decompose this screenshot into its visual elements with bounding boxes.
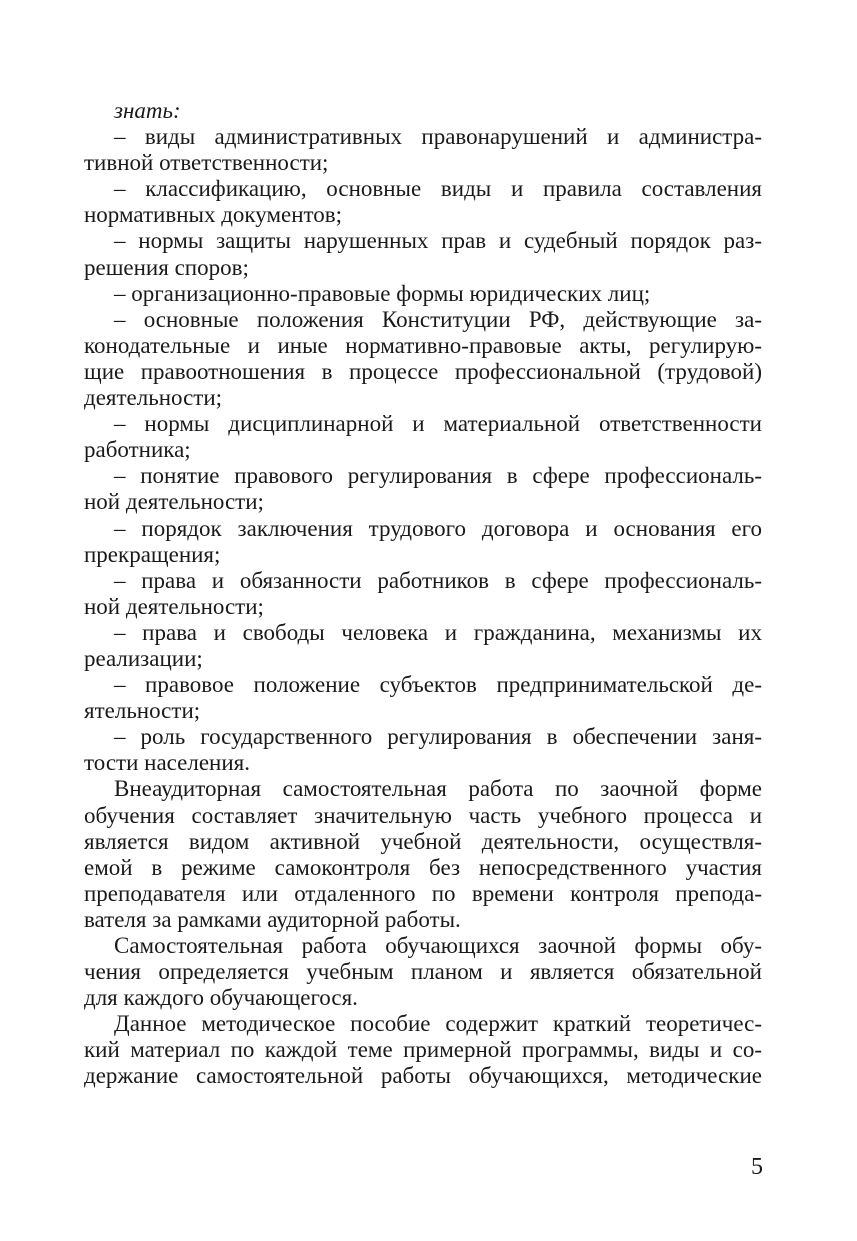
text-line: – классификацию, основные виды и правила составления bbox=[114, 176, 762, 202]
text-line: прекращения; bbox=[84, 541, 221, 567]
list-item bbox=[84, 176, 762, 228]
page-number: 5 bbox=[751, 1154, 763, 1180]
body-paragraph bbox=[84, 776, 762, 933]
text-line: емой в режиме самоконтроля без непосредственного участия bbox=[84, 854, 762, 880]
list-item bbox=[84, 620, 762, 672]
text-line: решения споров; bbox=[84, 254, 249, 280]
list-item bbox=[84, 124, 762, 176]
section-lead: знать: bbox=[114, 98, 181, 123]
text-line: преподавателя или отдаленного по времени контроля препода- bbox=[84, 880, 762, 906]
text-line: ятельности; bbox=[84, 698, 201, 724]
list-item bbox=[84, 281, 762, 307]
text-line: чения определяется учебным планом и является обязательной bbox=[84, 959, 762, 985]
text-line: является видом активной учебной деятельности, осуществля- bbox=[84, 828, 762, 854]
text-line: – организационно-правовые формы юридических лиц; bbox=[114, 280, 651, 306]
text-line: – понятие правового регулирования в сфере профессиональ- bbox=[114, 463, 762, 489]
body-paragraph bbox=[84, 1011, 762, 1089]
text-line: деятельности; bbox=[84, 385, 223, 411]
list-item bbox=[84, 672, 762, 724]
text-block bbox=[84, 124, 762, 1089]
text-line: – нормы защиты нарушенных прав и судебный порядок раз- bbox=[114, 228, 762, 254]
text-line: ной деятельности; bbox=[84, 489, 264, 515]
text-line: тости населения. bbox=[84, 750, 250, 776]
text-line: – порядок заключения трудового договора и основания его bbox=[114, 515, 762, 541]
text-line: – правовое положение субъектов предпринимательской де- bbox=[114, 672, 762, 698]
text-line: конодательные и иные нормативно-правовые акты, регулирую- bbox=[84, 332, 762, 358]
list-item bbox=[84, 568, 762, 620]
text-line: Самостоятельная работа обучающихся заочной формы обу- bbox=[114, 933, 762, 958]
text-line: вателя за рамками аудиторной работы. bbox=[84, 906, 461, 932]
list-item bbox=[84, 463, 762, 515]
list-item bbox=[84, 411, 762, 463]
text-line: – права и свободы человека и гражданина, механизмы их bbox=[114, 619, 762, 645]
list-item bbox=[84, 228, 762, 280]
text-line: для каждого обучающегося. bbox=[84, 985, 358, 1011]
text-line: – права и обязанности работников в сфере профессиональ- bbox=[114, 567, 762, 593]
text-line: – основные положения Конституции РФ, действующие за- bbox=[114, 306, 762, 332]
text-line: работника; bbox=[84, 437, 191, 463]
list-item bbox=[84, 724, 762, 776]
text-line: нормативных документов; bbox=[84, 202, 343, 228]
text-line: – роль государственного регулирования в обеспечении заня- bbox=[114, 724, 762, 750]
text-line: кий материал по каждой теме примерной программы, виды и со- bbox=[84, 1037, 762, 1063]
text-line: ной деятельности; bbox=[84, 593, 264, 619]
text-line: реализации; bbox=[84, 645, 203, 671]
text-line: – виды административных правонарушений и администра- bbox=[114, 124, 762, 150]
text-line: Внеаудиторная самостоятельная работа по заочной форме bbox=[114, 776, 762, 802]
text-line: – нормы дисциплинарной и материальной ответственности bbox=[114, 411, 762, 437]
list-item bbox=[84, 307, 762, 411]
text-line: тивной ответственности; bbox=[84, 150, 329, 176]
page-body bbox=[84, 98, 762, 1090]
list-item bbox=[84, 516, 762, 568]
text-line: обучения составляет значительную часть учебного процесса и bbox=[84, 802, 762, 828]
text-line: Данное методическое пособие содержит краткий теоретичес- bbox=[114, 1011, 762, 1037]
text-line: держание самостоятельной работы обучающихся, методические bbox=[84, 1063, 762, 1089]
text-line: щие правоотношения в процессе профессиональной (трудовой) bbox=[84, 358, 762, 384]
body-paragraph bbox=[84, 933, 762, 1011]
